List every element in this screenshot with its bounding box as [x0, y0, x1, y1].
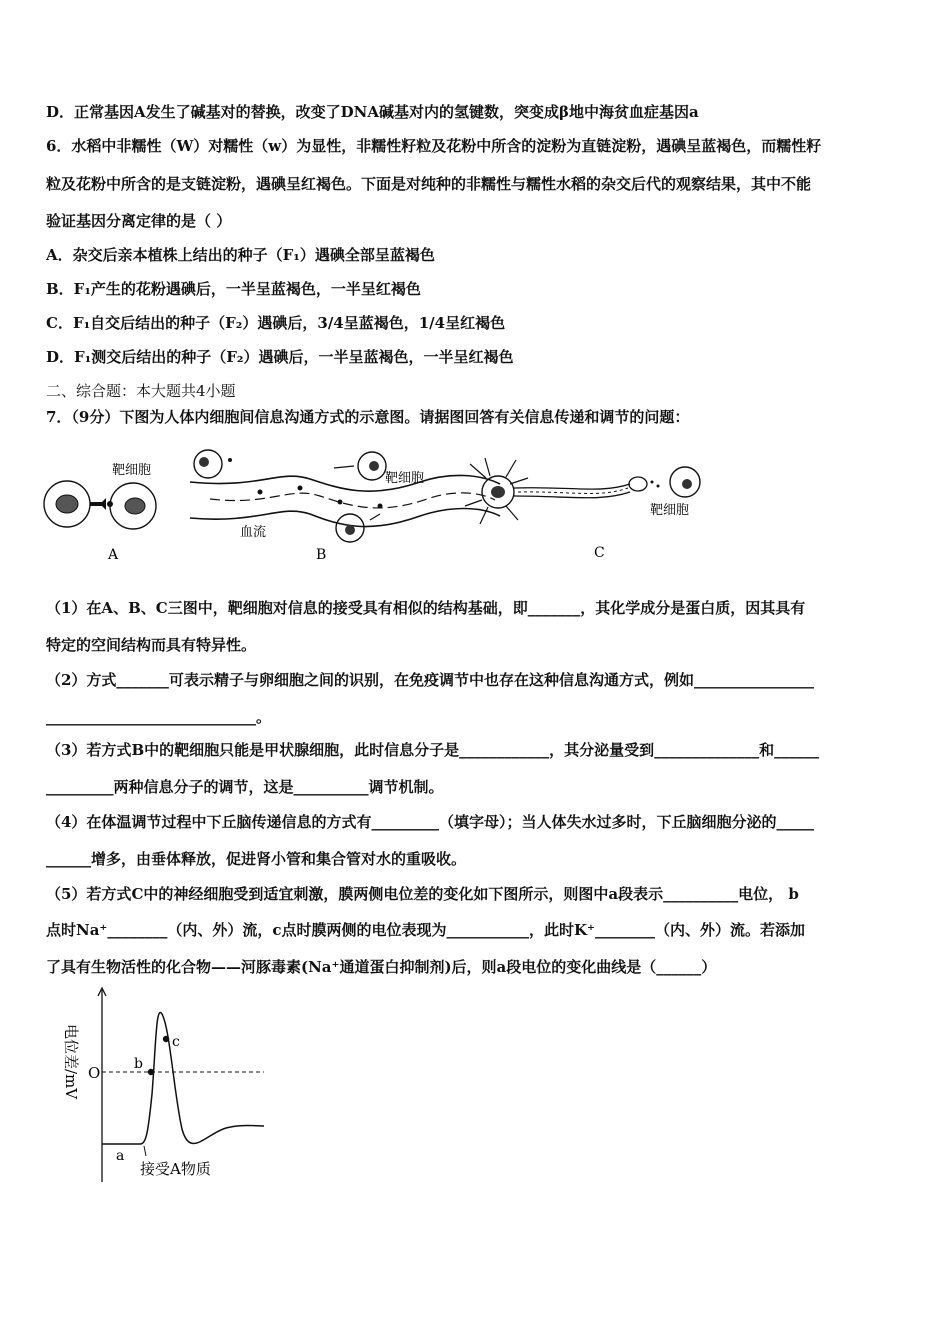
mode-a-diagram	[44, 462, 156, 563]
stimulus-label: 接受A物质	[140, 1160, 211, 1178]
section-heading: 二、综合题：本大题共4小题	[46, 382, 236, 400]
question-7-stem: 7．（9分）下图为人体内细胞间信息沟通方式的示意图。请据图回答有关信息传递和调节的问题：	[46, 408, 690, 426]
subquestion-5: （5）若方式C中的神经细胞受到适宜刺激，膜两侧电位差的变化如下图所示，则图中a段表示__________电位， b	[46, 885, 799, 903]
option-d: D．F₁测交后结出的种子（F₂）遇碘后，一半呈蓝褐色，一半呈红褐色	[46, 348, 514, 366]
option-a: A．杂交后亲本植株上结出的种子（F₁）遇碘全部呈蓝褐色	[46, 246, 435, 264]
subquestion-2: （2）方式_______可表示精子与卵细胞之间的识别，在免疫调节中也存在这种信息沟通方式，例如________________	[46, 671, 814, 689]
question-6-stem: 6．水稻中非糯性（W）对糯性（w）为显性，非糯性籽粒及花粉中所含的淀粉为直链淀粉，遇碘呈蓝褐色，而糯性籽	[46, 137, 822, 155]
zero-label: O	[88, 1064, 101, 1082]
subquestion-4-cont: ______增多，由垂体释放，促进肾小管和集合管对水的重吸收。	[46, 850, 467, 868]
label-c: C	[594, 545, 605, 561]
subquestion-4: （4）在体温调节过程中下丘脑传递信息的方式有_________（填字母）；当人体失水过多时，下丘脑细胞分泌的_____	[46, 813, 814, 831]
mode-b-diagram	[190, 450, 500, 563]
target-cell-label-b: 靶细胞	[385, 471, 425, 486]
point-b-label: b	[134, 1056, 143, 1072]
question-6-stem-3: 验证基因分离定律的是（ ）	[46, 212, 232, 230]
label-b: B	[316, 547, 327, 563]
option-c: C．F₁自交后结出的种子（F₂）遇碘后，3/4呈蓝褐色，1/4呈红褐色	[46, 314, 506, 332]
point-b	[148, 1069, 154, 1075]
potential-curve	[102, 1012, 264, 1144]
subquestion-5-cont: 点时Na⁺________（内、外）流，c点时膜两侧的电位表现为___________，此时K⁺________（内、外）流。若添加	[46, 921, 805, 939]
option-d-prev: D．正常基因A发生了碱基对的替换，改变了DNA碱基对内的氢键数，突变成β地中海贫血症基因a	[46, 103, 699, 121]
segment-a-label: a	[116, 1148, 125, 1164]
y-axis-label: 电位差/mV	[62, 1024, 80, 1100]
subquestion-3-cont: _________两种信息分子的调节，这是__________调节机制。	[46, 778, 444, 796]
point-c-label: c	[172, 1034, 180, 1050]
subquestion-3: （3）若方式B中的靶细胞只能是甲状腺细胞，此时信息分子是____________，其分泌量受到______________和______	[46, 741, 820, 759]
target-cell-label-a: 靶细胞	[112, 463, 152, 478]
blood-flow-label: 血流	[240, 525, 267, 540]
point-c	[163, 1036, 169, 1042]
target-cell-label-c: 靶细胞	[650, 503, 690, 518]
question-6-stem-2: 粒及花粉中所含的是支链淀粉，遇碘呈红褐色。下面是对纯种的非糯性与糯性水稻的杂交后代的观察结果，其中不能	[46, 175, 812, 193]
option-b: B．F₁产生的花粉遇碘后，一半呈蓝褐色，一半呈红褐色	[46, 280, 421, 298]
cell-communication-figure	[40, 444, 720, 570]
subquestion-5-cont-2: 了具有生物活性的化合物——河豚毒素(Na⁺通道蛋白抑制剂)后，则a段电位的变化曲线是（______）	[46, 958, 717, 976]
label-a: A	[108, 547, 119, 563]
subquestion-1-cont: 特定的空间结构而具有特异性。	[46, 636, 257, 654]
membrane-potential-figure	[56, 984, 276, 1189]
subquestion-2-cont: ____________________________。	[46, 708, 272, 726]
mode-c-diagram	[465, 458, 700, 561]
subquestion-1: （1）在A、B、C三图中，靶细胞对信息的接受具有相似的结构基础，即_______，其化学成分是蛋白质，因其具有	[46, 599, 806, 617]
